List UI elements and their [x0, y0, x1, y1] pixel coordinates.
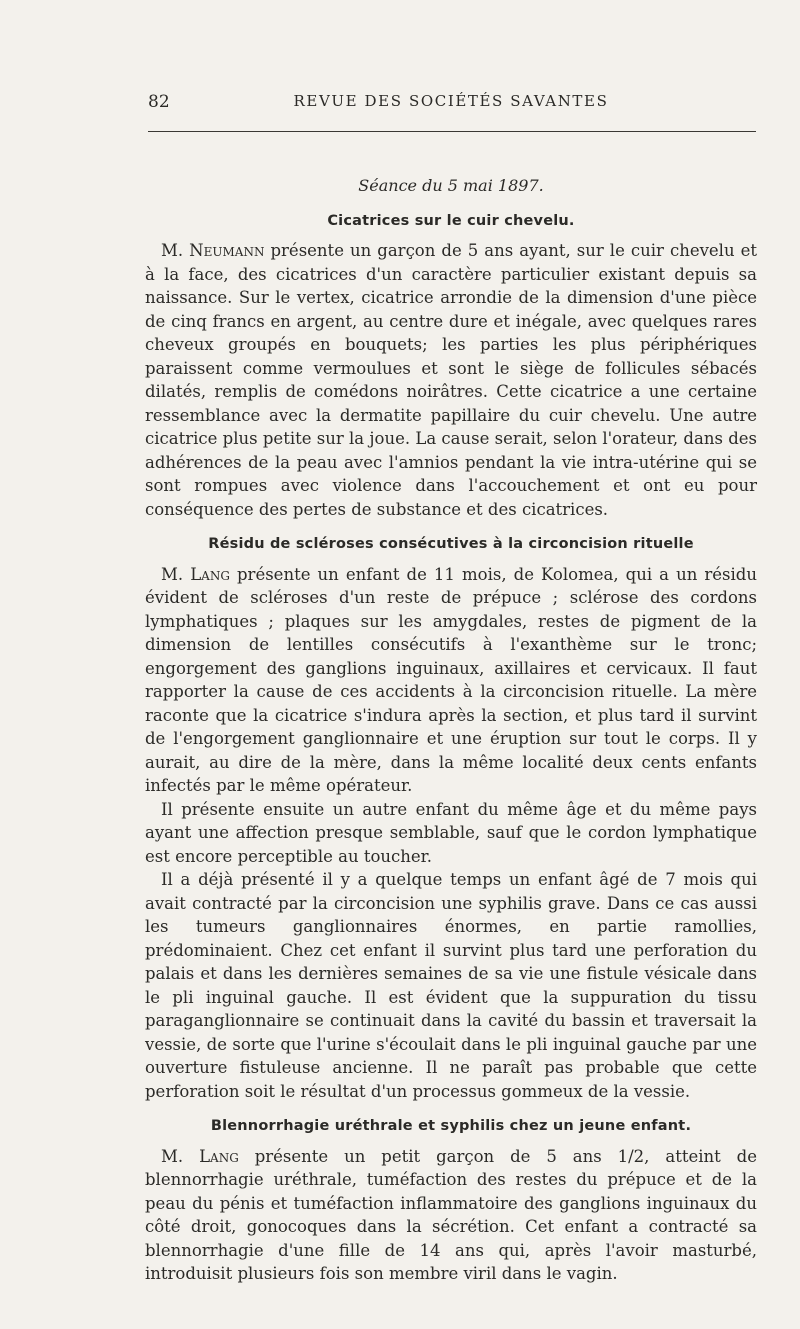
section-title: Résidu de scléroses consécutives à la circoncision rituelle — [208, 536, 694, 552]
paragraph-text: Il présente ensuite un autre enfant du même âge et du même pays ayant une affection presque semblable, sauf que le cordon lymphatique est encore perceptible au toucher. — [145, 799, 757, 866]
header-rule — [148, 131, 756, 132]
speaker-name: M. Lang — [161, 564, 230, 584]
session-date: Séance du 5 mai 1897. — [358, 176, 544, 195]
page-header — [148, 92, 754, 118]
paragraph — [145, 239, 757, 521]
paragraph — [145, 1145, 757, 1286]
section-title: Cicatrices sur le cuir chevelu. — [327, 212, 575, 229]
section-title: Blennorrhagie uréthrale et syphilis chez un jeune enfant. — [210, 1118, 692, 1134]
speaker-name: M. Neumann — [161, 241, 265, 260]
paragraph — [145, 798, 757, 869]
paragraph-text: présente un garçon de 5 ans ayant, sur le cuir chevelu et à la face, des cicatrices d'un caractère particulier existant depuis sa naissance. Sur le vertex, cicatrice arrondie de la dimension d'une pièce de cinq francs en argent, au centre dure et inégale, avec quelques rares cheveux groupés en bouquets; les parties les plus périphériques paraissent comme vermoulues et sont le siège de follicules sébacés dilatés, remplis de comédons noirâtres. Cette cicatrice a une certaine ressemblance avec la dermatite papillaire du cuir chevelu. Une autre cicatrice plus petite sur la joue. La cause serait, selon l'orateur, dans des adhérences de la peau avec l'amnios pendant la vie intra-utérine qui se sont rompues avec violence dans l'accouchement et ont eu pour conséquence des pertes de substance et des cicatrices. — [145, 241, 758, 519]
paragraph-text: présente un enfant de 11 mois, de Kolomea, qui a un résidu évident de scléroses d'un reste de prépuce ; sclérose des cordons lymphatiques ; plaques sur les amygdales, restes de pigment de la dimension de lentilles consécutifs à l'exanthème sur le tronc; engorgement des ganglions inguinaux, axillaires et cervicaux. Il faut rapporter la cause de ces accidents à la circoncision rituelle. La mère raconte que la cicatrice s'indura après la section, et plus tard il survint de l'engorgement ganglionnaire et une éruption sur tout le corps. Il y aurait, au dire de la mère, dans la même localité deux cents enfants infectés par le même opérateur. — [145, 564, 757, 795]
page-number: 82 — [148, 92, 170, 112]
paragraph — [145, 563, 757, 798]
paragraph-text: Il a déjà présenté il y a quelque temps un enfant âgé de 7 mois qui avait contracté par la circoncision une syphilis grave. Dans ce cas aussi les tumeurs ganglionnaires énormes, en partie ramollies, prédominaient. Chez cet enfant il survint plus tard une perforation du palais et dans les dernières semaines de sa vie une fistule vésicale dans le pli inguinal gauche. Il est évident que la suppuration du tissu paraganglionnaire se continuait dans la cavité du bassin et traversait la vessie, de sorte que l'urine s'écoulait dans le pli inguinal gauche par une ouverture fistuleuse ancienne. Il ne paraît pas probable que cette perforation soit le résultat d'un processus gommeux de la vessie. — [145, 870, 757, 1101]
section-cicatrices — [145, 210, 757, 522]
section-residu — [145, 533, 757, 1103]
section-blennorrhagie — [145, 1115, 757, 1286]
running-title: REVUE DES SOCIÉTÉS SAVANTES — [293, 92, 609, 110]
speaker-name: M. Lang — [161, 1146, 239, 1166]
article-body — [145, 174, 757, 1286]
paragraph-text: présente un petit garçon de 5 ans 1/2, atteint de blennorrhagie uréthrale, tuméfaction des restes du prépuce et de la peau du pénis et tuméfaction inflammatoire des ganglions inguinaux du côté droit, gonocoques dans la sécrétion. Cet enfant a contracté sa blennorrhagie d'une fille de 14 ans qui, après l'avoir masturbé, introduisit plusieurs fois son membre viril dans le vagin. — [145, 1146, 758, 1283]
paragraph — [145, 868, 757, 1103]
